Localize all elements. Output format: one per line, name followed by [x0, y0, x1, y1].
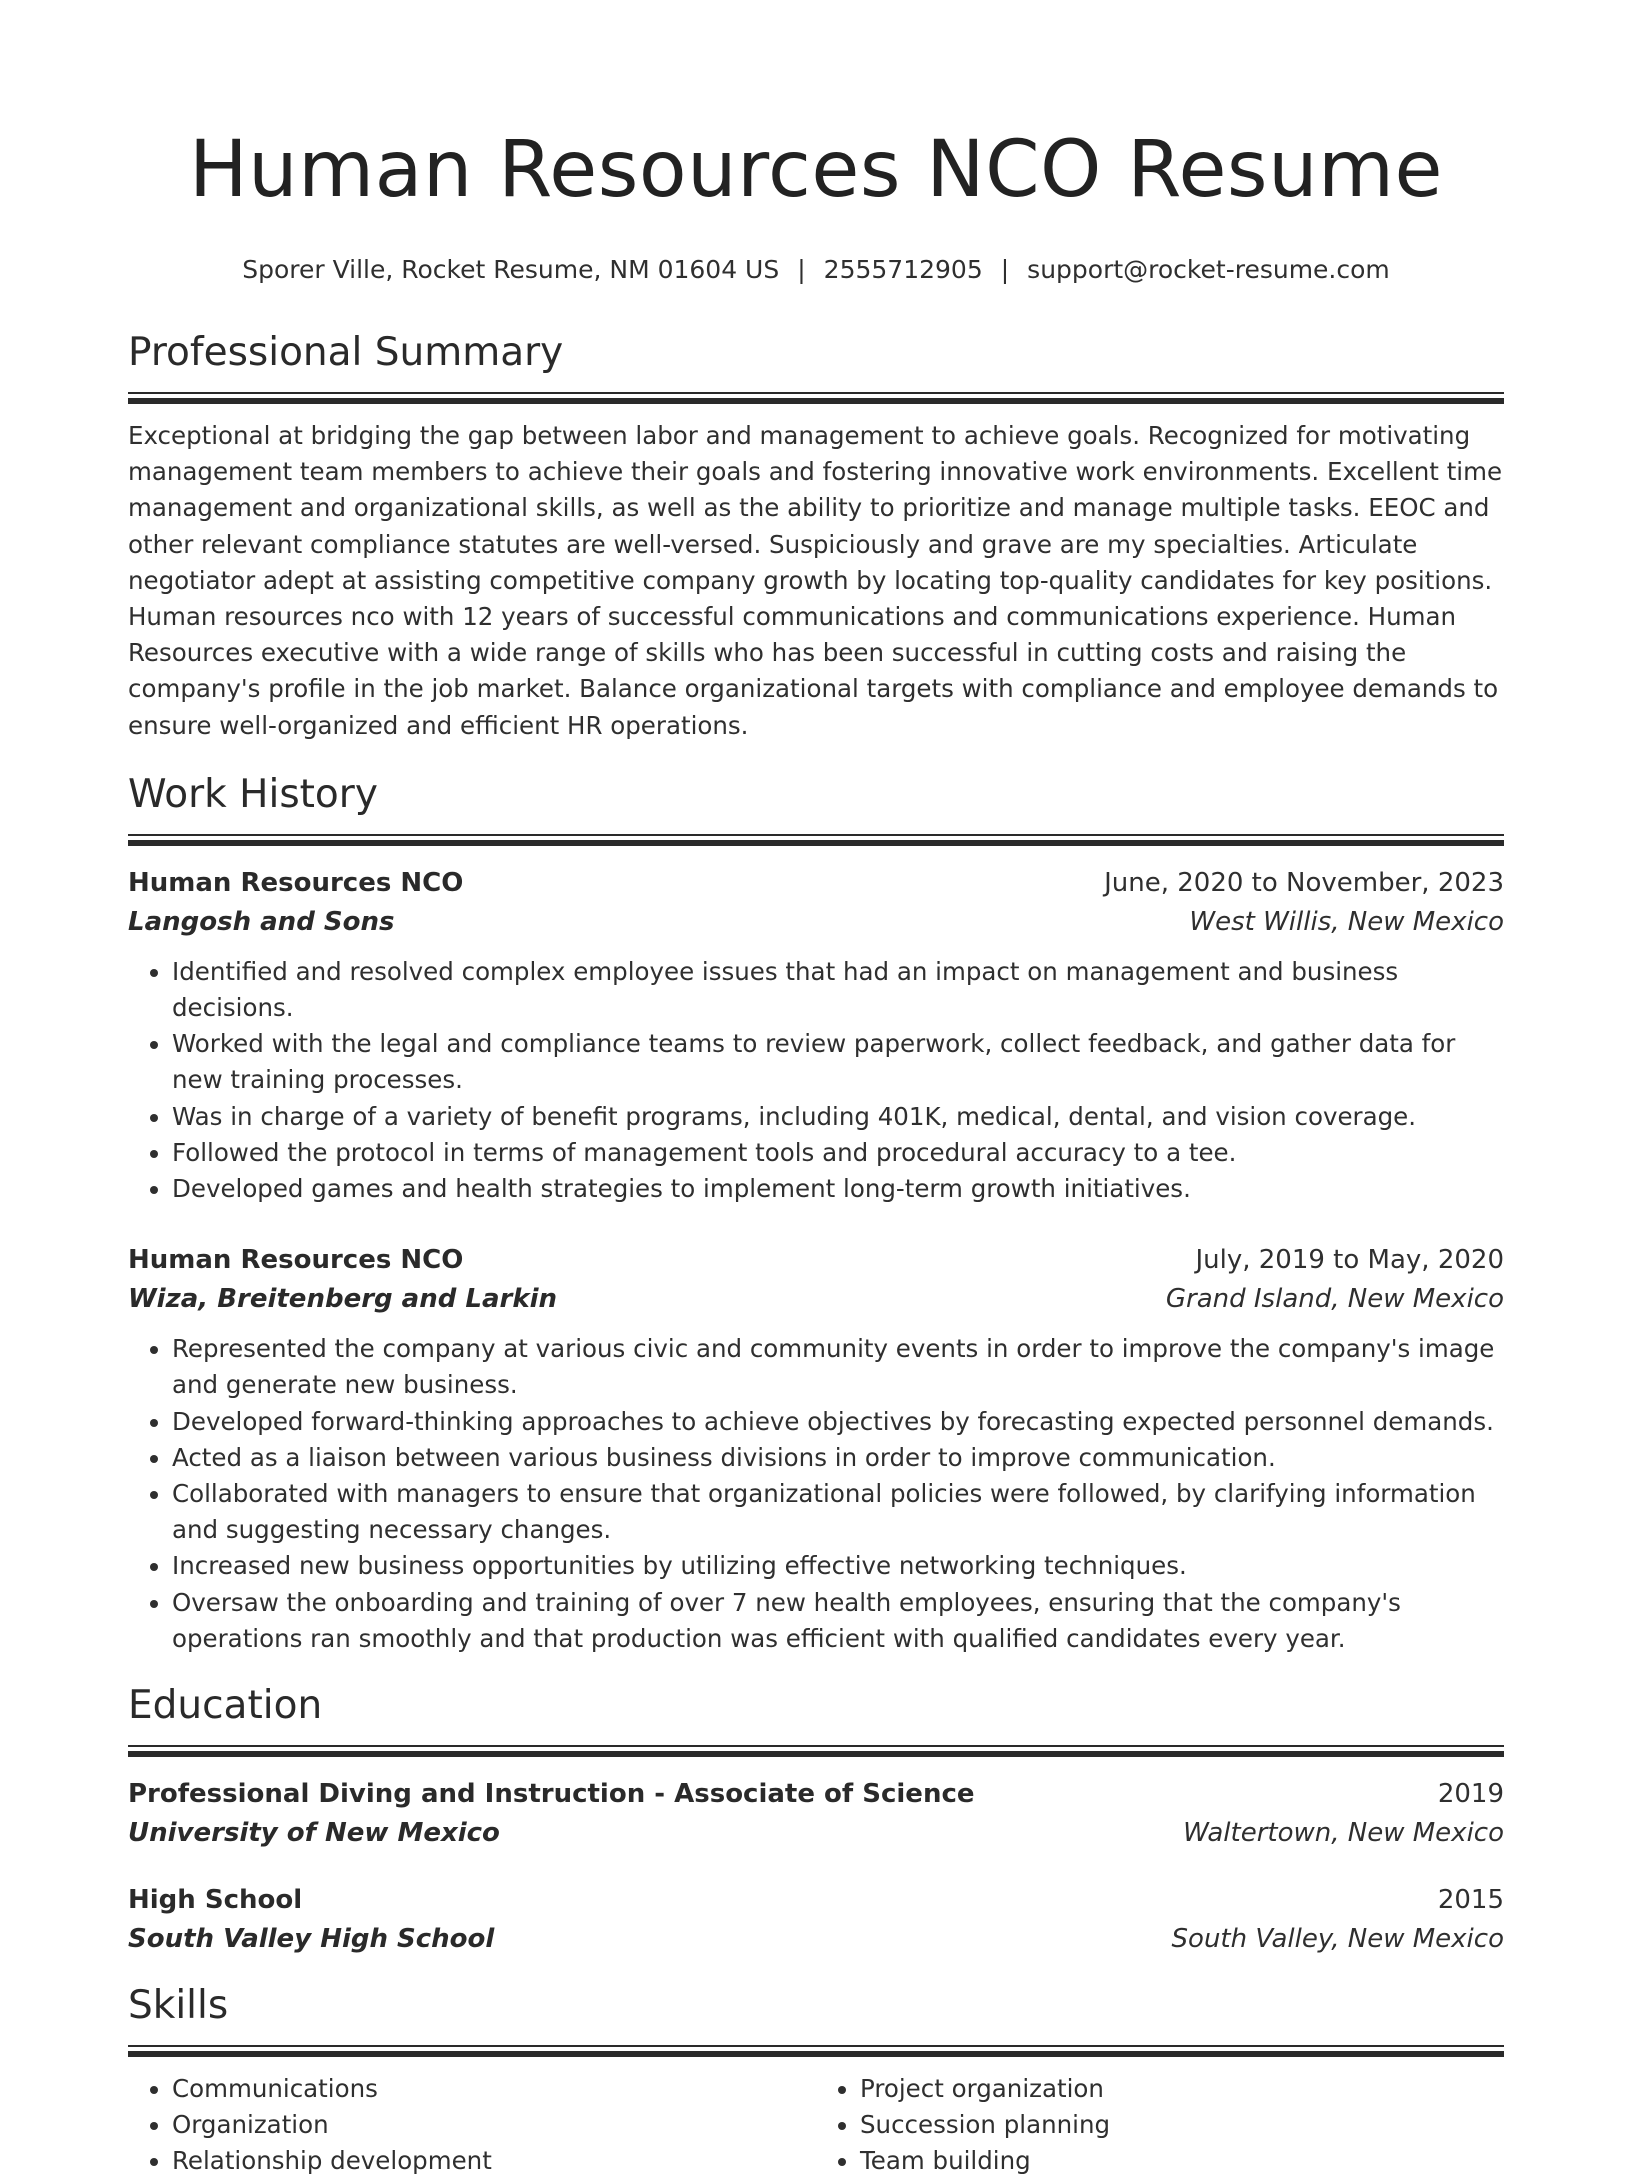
education-entry	[128, 1881, 1504, 1959]
contact-line	[128, 252, 1504, 288]
job-bullets	[128, 1331, 1504, 1657]
job-title: Human Resources NCO	[128, 867, 464, 898]
bullet-item: • Developed forward-thinking approaches to achieve objectives by forecasting expected personnel demands.	[172, 1404, 1504, 1440]
education-school: University of New Mexico	[128, 1818, 500, 1849]
job-location: Grand Island, New Mexico	[1165, 1284, 1504, 1315]
bullet-item: • Identified and resolved complex employee issues that had an impact on management and business decisions.	[172, 954, 1504, 1026]
bullet-item: • Acted as a liaison between various business divisions in order to improve communication.	[172, 1440, 1504, 1476]
section-title: Work History	[128, 771, 378, 817]
skill-item: • Communications	[172, 2071, 816, 2107]
contact-separator: |	[1000, 255, 1010, 284]
job-company: Wiza, Breitenberg and Larkin	[128, 1284, 558, 1315]
bullet-item: • Represented the company at various civic and community events in order to improve the company's image and generate new business.	[172, 1331, 1504, 1403]
bullet-item: • Was in charge of a variety of benefit programs, including 401K, medical, dental, and vision coverage.	[172, 1099, 1504, 1135]
section-title: Education	[128, 1683, 323, 1729]
skills-section	[128, 1979, 1504, 2180]
summary-section	[128, 326, 1504, 744]
bullet-item: • Increased new business opportunities by utilizing effective networking techniques.	[172, 1548, 1504, 1584]
job-company: Langosh and Sons	[128, 906, 395, 937]
skill-item: • Relationship development	[172, 2143, 816, 2179]
section-divider	[128, 1745, 1504, 1757]
contact-address: Sporer Ville, Rocket Resume, NM 01604 US	[242, 255, 780, 284]
job-entry	[128, 1241, 1504, 1657]
job-title: Human Resources NCO	[128, 1245, 464, 1276]
contact-separator: |	[797, 255, 806, 284]
education-degree: Professional Diving and Instruction - Associate of Science	[128, 1779, 975, 1810]
skill-item: • Succession planning	[860, 2107, 1504, 2143]
education-location: South Valley, New Mexico	[1171, 1924, 1504, 1955]
job-location: West Willis, New Mexico	[1189, 906, 1504, 937]
education-degree: High School	[128, 1885, 303, 1916]
bullet-item: • Worked with the legal and compliance teams to review paperwork, collect feedback, and gather data for new training processes.	[172, 1026, 1504, 1098]
section-title: Skills	[128, 1983, 229, 2029]
contact-email: support@rocket-resume.com	[1027, 255, 1390, 284]
skill-item: • Project organization	[860, 2071, 1504, 2107]
skills-list	[128, 2071, 1504, 2180]
contact-phone: 2555712905	[823, 255, 983, 284]
section-title: Professional Summary	[128, 330, 564, 375]
section-divider	[128, 392, 1504, 404]
section-divider	[128, 2045, 1504, 2057]
summary-text: Exceptional at bridging the gap between labor and management to achieve goals. Recognized for motivating management team members to achieve their goals and fostering innovative work environments. Excellent time management and organizational skills, as well as the ability to prioritize and manage multiple tasks. EEOC and other relevant compliance statutes are well-versed. Suspiciously and grave are my specialties. Articulate negotiator adept at assisting competitive company growth by locating top-quality candidates for key positions. Human resources nco with 12 years of successful communications and communications experience. Human Resources executive with a wide range of skills who has been successful in cutting costs and raising the company's profile in the job market. Balance organizational targets with compliance and employee demands to ensure well-organized and efficient HR operations.	[128, 421, 1503, 740]
work-history-section	[128, 768, 1504, 1657]
education-year: 2015	[1437, 1885, 1504, 1916]
education-section	[128, 1679, 1504, 1959]
section-divider	[128, 834, 1504, 846]
education-year: 2019	[1437, 1779, 1504, 1810]
education-entry	[128, 1775, 1504, 1853]
job-bullets	[128, 954, 1504, 1207]
skills-column-left	[128, 2071, 816, 2180]
education-school: South Valley High School	[128, 1924, 495, 1955]
bullet-item: • Followed the protocol in terms of management tools and procedural accuracy to a tee.	[172, 1135, 1504, 1171]
skill-item: • Organization	[172, 2107, 816, 2143]
job-dates: July, 2019 to May, 2020	[1195, 1245, 1504, 1276]
skills-column-right	[816, 2071, 1504, 2180]
job-entry	[128, 864, 1504, 1207]
bullet-item: • Collaborated with managers to ensure that organizational policies were followed, by clarifying information and suggesting necessary changes.	[172, 1476, 1504, 1548]
skill-item: • Team building	[860, 2143, 1504, 2179]
education-location: Waltertown, New Mexico	[1183, 1818, 1504, 1849]
bullet-item: • Oversaw the onboarding and training of over 7 new health employees, ensuring that the company's operations ran smoothly and that production was efficient with qualified candidates every year.	[172, 1585, 1504, 1657]
bullet-item: • Developed games and health strategies to implement long-term growth initiatives.	[172, 1171, 1504, 1207]
job-dates: June, 2020 to November, 2023	[1104, 867, 1504, 898]
resume-title: Human Resources NCO Resume	[189, 125, 1443, 215]
